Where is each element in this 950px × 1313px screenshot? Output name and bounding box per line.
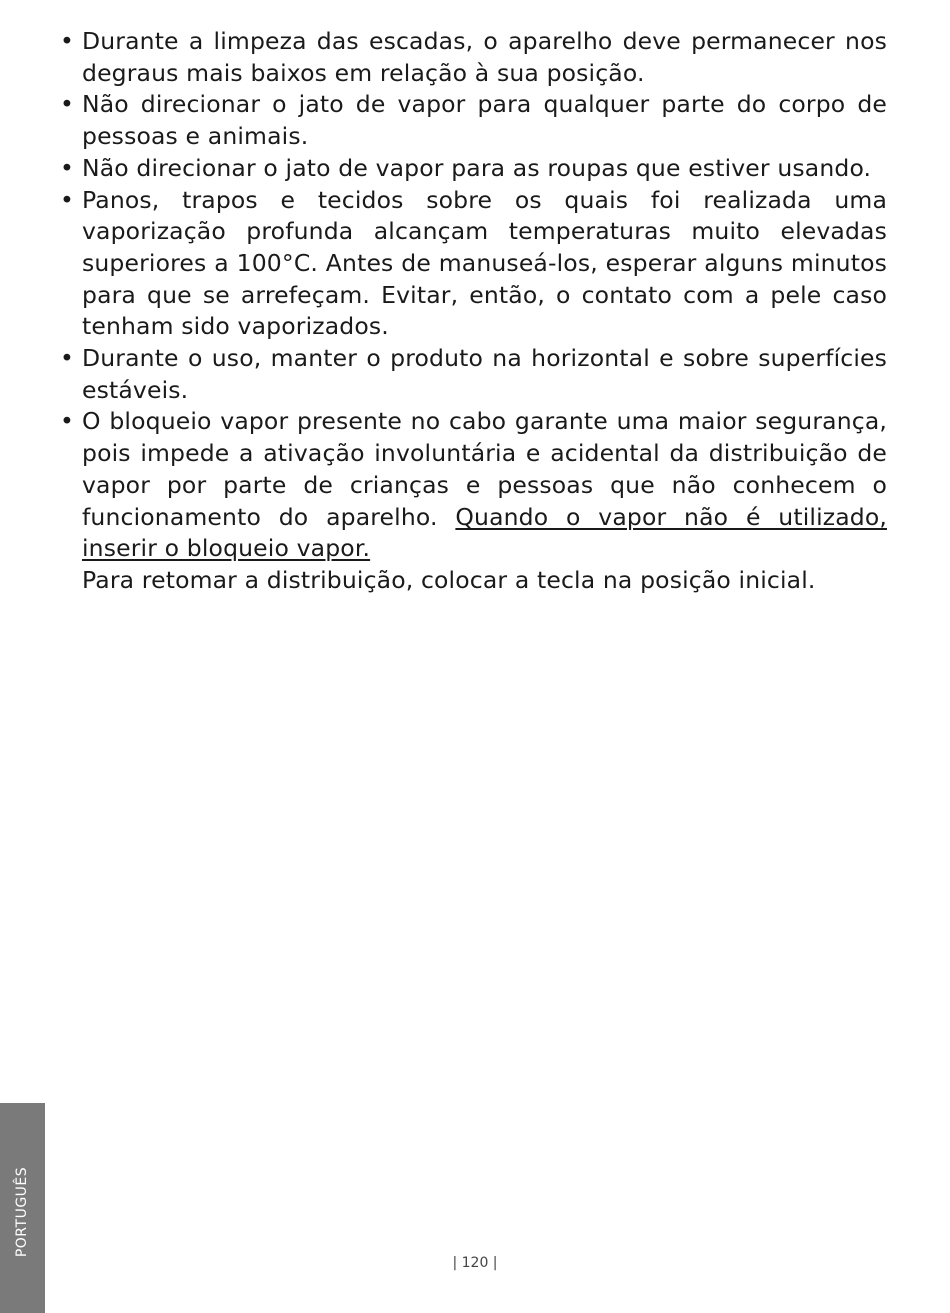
instructions-content (60, 26, 887, 597)
safety-bullet-list (60, 26, 887, 597)
steam-lock-note: Para retomar a distribuição, colocar a tecla na posição inicial. (82, 565, 816, 594)
page-number: | 120 | (452, 1255, 498, 1271)
list-item: • Panos, trapos e tecidos sobre os quais foi realizada uma vaporização profunda alcançam temperaturas muito elevadas superiores a 100°C. Antes de manuseá-los, esperar alguns minutos para que se arrefeçam. Evitar, então, o contato com a pele caso tenham sido vaporizados. (60, 185, 887, 344)
list-item: • Não direcionar o jato de vapor para as roupas que estiver usando. (60, 153, 887, 185)
list-item: • Durante o uso, manter o produto na horizontal e sobre superfícies estáveis. (60, 343, 887, 406)
list-item: • Durante a limpeza das escadas, o aparelho deve permanecer nos degraus mais baixos em relação à sua posição. (60, 26, 887, 89)
steam-lock-underlined-text: Quando o vapor não é utilizado, inserir o bloqueio vapor. (82, 502, 887, 563)
steam-lock-text: O bloqueio vapor presente no cabo garante uma maior segurança, pois impede a ativação involuntária e acidental da distribuição de vapor por parte de crianças e pessoas que não conhecem o funcionamento do aparelho. (82, 407, 887, 531)
language-tab-label: PORTUGUÊS (14, 1166, 30, 1258)
list-item-steam-lock (60, 406, 887, 596)
list-item: • Não direcionar o jato de vapor para qualquer parte do corpo de pessoas e animais. (60, 89, 887, 152)
